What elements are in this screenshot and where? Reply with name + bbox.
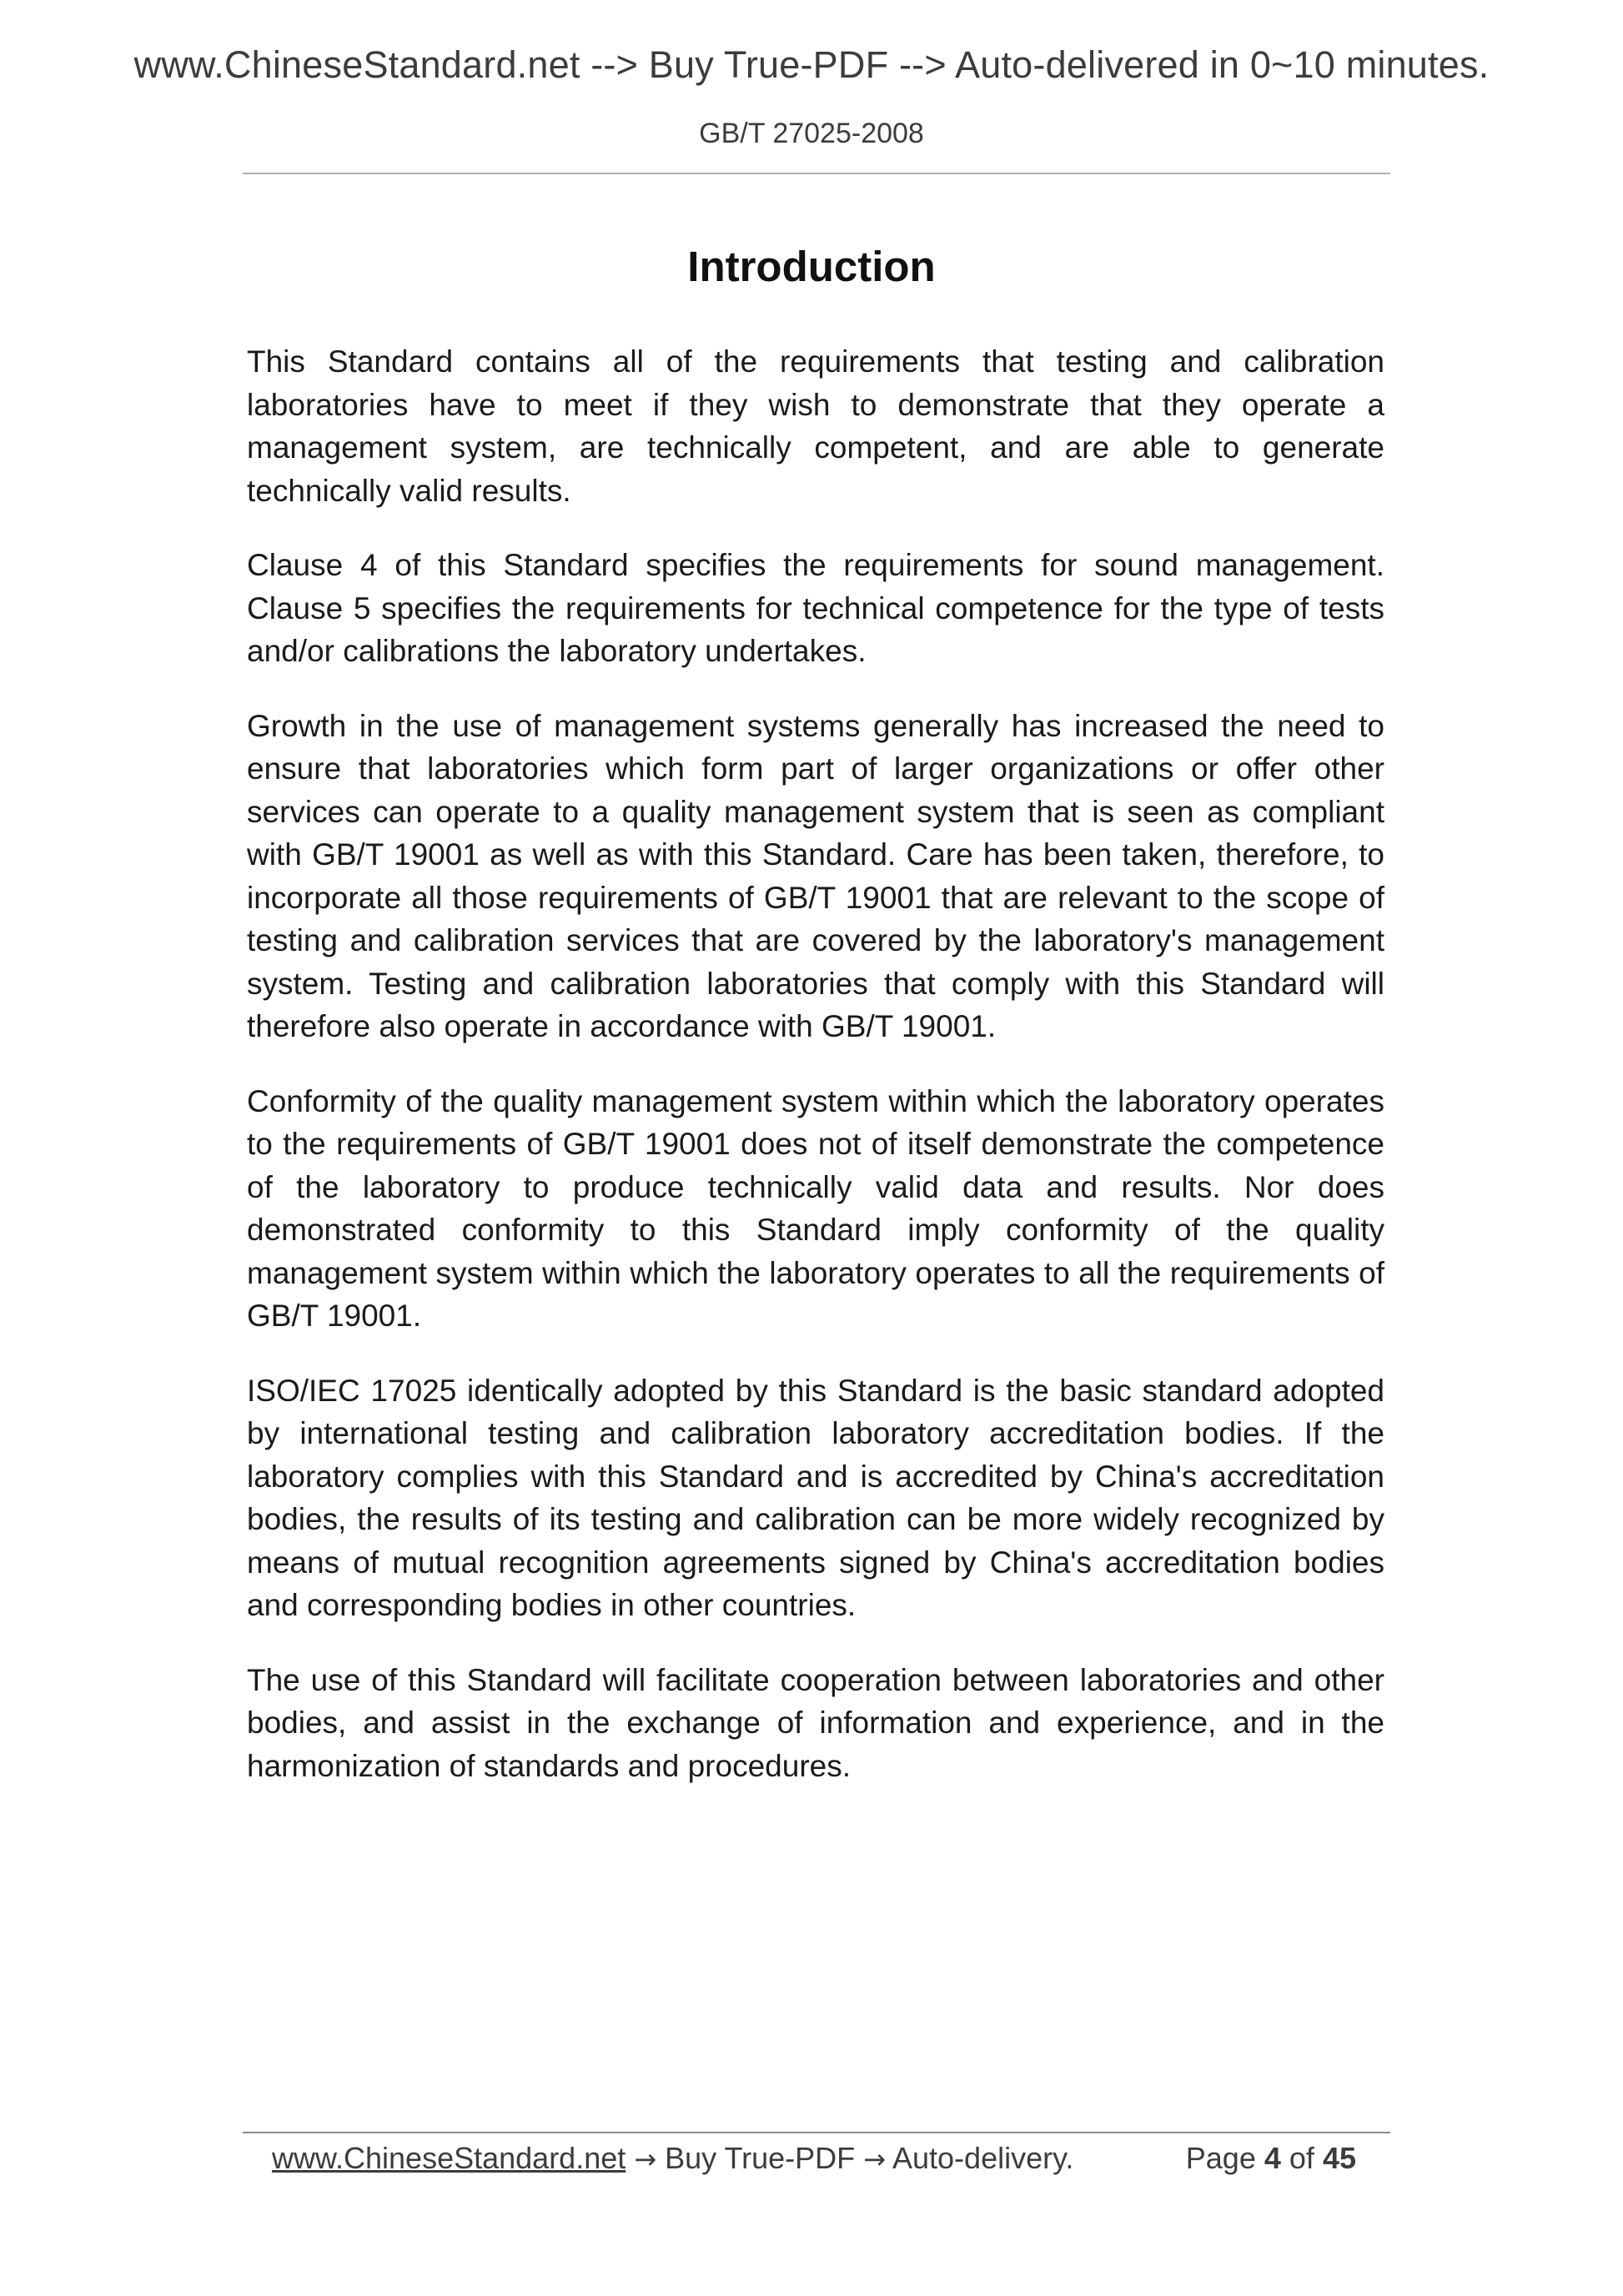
- page-number: 4: [1264, 2141, 1281, 2175]
- paragraph-cooperation: The use of this Standard will facilitate cooperation between laboratories and other bodies, and assist in the exchange of information and experience, and in the harmonization of standards and procedures.: [247, 1662, 1384, 1783]
- footer-divider: [243, 2132, 1390, 2133]
- header-divider: [243, 173, 1390, 174]
- page-indicator: [1186, 2141, 1356, 2176]
- paragraph-scope: This Standard contains all of the requirements that testing and calibration laboratories have to meet if they wish to demonstrate that they operate a management system, are technically competent, and are able to generate technically valid results.: [247, 344, 1384, 508]
- right-arrow-icon: →: [863, 2143, 886, 2175]
- document-code: GB/T 27025-2008: [699, 118, 924, 149]
- buy-true-pdf-text: Buy True-PDF: [665, 2141, 856, 2175]
- paragraph-conformity: Conformity of the quality management system within which the laboratory operates to the requirements of GB/T 19001 does not of itself demonstrate the competence of the laboratory to produce technically valid data and results. Nor does demonstrated conformity to this Standard imply conformity of the quality management system within which the laboratory operates to all the requirements of GB/T 19001.: [247, 1083, 1384, 1333]
- top-banner: www.ChineseStandard.net --> Buy True-PDF --> Auto-delivered in 0~10 minutes.: [133, 43, 1490, 86]
- footer: [272, 2141, 1356, 2176]
- page-label: Page: [1185, 2141, 1256, 2175]
- website-link[interactable]: www.ChineseStandard.net: [272, 2141, 626, 2175]
- total-pages: 45: [1322, 2141, 1356, 2175]
- paragraph-management-systems: Growth in the use of management systems generally has increased the need to ensure that laboratories which form part of larger organizations or offer other services can operate to a quality management system that is seen as compliant with GB/T 19001 as well as with this Standard. Care has been taken, therefore, to incorporate all those requirements of GB/T 19001 that are relevant to the scope of testing and calibration services that are covered by the laboratory's management system. Testing and calibration laboratories that comply with this Standard will therefore also operate in accordance with GB/T 19001.: [247, 708, 1384, 1043]
- body-text: [247, 340, 1384, 1819]
- right-arrow-icon: →: [634, 2143, 657, 2175]
- paragraph-clauses: Clause 4 of this Standard specifies the requirements for sound management. Clause 5 specifies the requirements for technical competence for the type of tests and/or calibrations the laboratory undertakes.: [247, 548, 1384, 668]
- of-label: of: [1289, 2141, 1314, 2175]
- auto-delivery-text: Auto-delivery.: [892, 2141, 1074, 2175]
- page-title: Introduction: [687, 243, 936, 290]
- paragraph-iso-iec-17025: ISO/IEC 17025 identically adopted by this Standard is the basic standard adopted by international testing and calibration laboratory accreditation bodies. If the laboratory complies with this Standard and is accredited by China's accreditation bodies, the results of its testing and calibration can be more widely recognized by means of mutual recognition agreements signed by China's accreditation bodies and corresponding bodies in other countries.: [247, 1373, 1384, 1622]
